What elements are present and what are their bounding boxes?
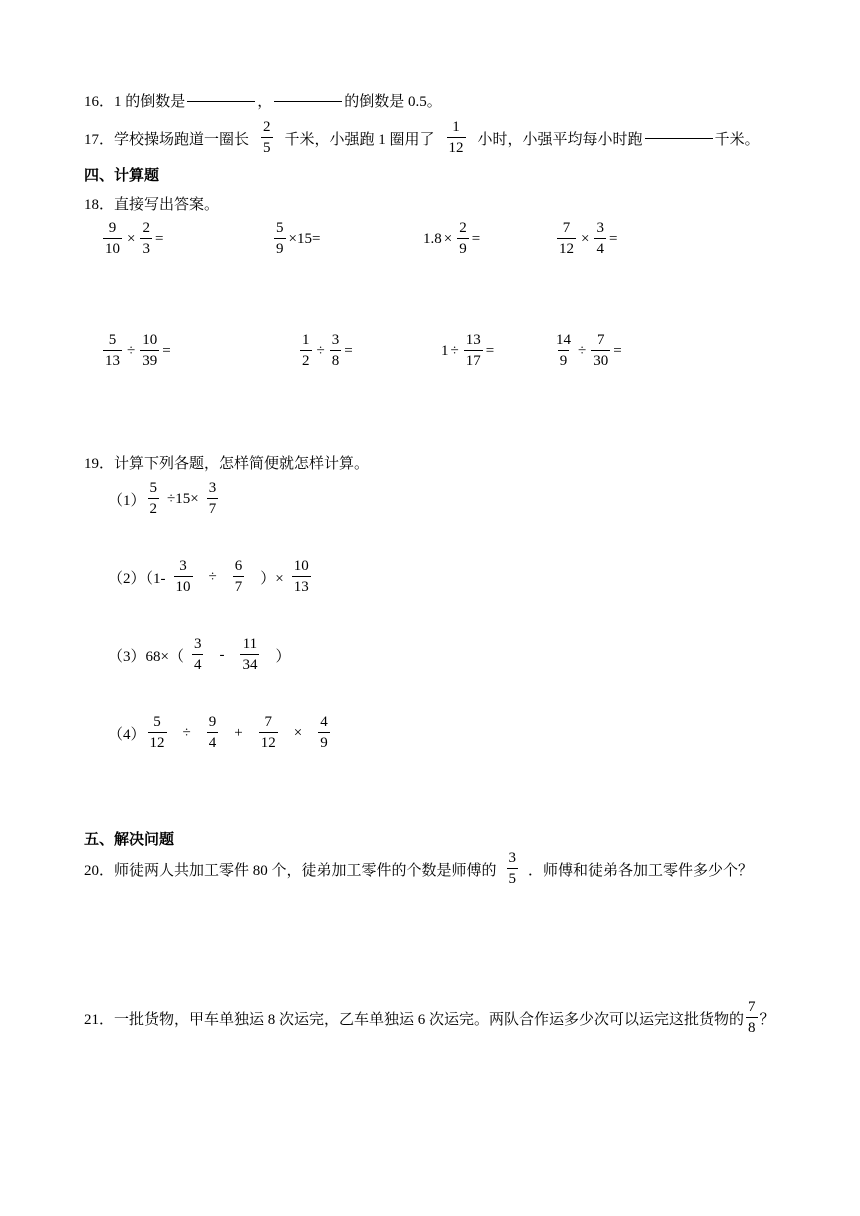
fraction-numerator: 7 (562, 220, 571, 236)
question-text: 学校操场跑道一圈长 (114, 131, 250, 148)
calc-item (108, 637, 290, 673)
question-number: 19． (84, 456, 115, 472)
fraction-denominator: 3 (140, 238, 152, 257)
expression-text: - (219, 646, 225, 663)
fraction (174, 559, 193, 595)
expression-text: × (127, 230, 136, 247)
question-text: 师徒两人共加工零件 80 个，徒弟加工零件的个数是师傅的 (114, 862, 497, 879)
fraction (274, 221, 286, 257)
calc-item (441, 333, 494, 369)
calc-item (554, 221, 617, 257)
fraction-numerator: 6 (234, 558, 243, 574)
fraction-numerator: 10 (142, 332, 158, 348)
question-text: 直接写出答案。 (114, 197, 220, 213)
question-text: 千米。 (714, 131, 760, 148)
question-19-header (84, 452, 369, 473)
fraction-numerator: 5 (276, 220, 284, 236)
expression-text: × (293, 724, 303, 741)
fraction (318, 715, 330, 751)
answer-blank[interactable] (187, 100, 255, 102)
expression-text: （1） (108, 492, 146, 509)
question-text: ．师傅和徒弟各加工零件多少个？ (528, 862, 754, 879)
fraction-numerator: 3 (508, 850, 517, 866)
fraction-denominator: 8 (330, 350, 342, 369)
fraction-numerator: 7 (596, 332, 605, 348)
fraction (192, 637, 204, 673)
question-21 (84, 1000, 775, 1036)
fraction (330, 333, 342, 369)
calc-item (297, 333, 353, 369)
fraction-denominator: 34 (240, 654, 259, 673)
calc-item (100, 333, 171, 369)
question-text: 小时，小强平均每小时跑 (477, 131, 643, 148)
fraction-denominator: 10 (174, 576, 193, 595)
fraction-denominator: 12 (259, 732, 278, 751)
fraction-denominator: 13 (292, 576, 311, 595)
expression-text: ） (275, 648, 291, 665)
question-text: ？ (759, 1011, 775, 1028)
fraction-denominator: 5 (261, 137, 273, 156)
fraction-denominator: 4 (207, 732, 219, 751)
fraction-numerator: 1 (302, 332, 310, 348)
fraction (557, 221, 576, 257)
fraction-numerator: 9 (108, 220, 117, 236)
fraction-denominator: 17 (464, 350, 483, 369)
expression-text: ÷ (316, 342, 325, 359)
calc-item (108, 481, 226, 517)
expression-text: （3）68×（ (108, 648, 184, 665)
fraction (140, 221, 152, 257)
answer-blank[interactable] (645, 137, 713, 139)
expression-text: ÷ (578, 342, 587, 359)
fraction (207, 481, 219, 517)
fraction-numerator: 1 (452, 119, 460, 135)
fraction-denominator: 4 (594, 238, 606, 257)
fraction-denominator: 4 (192, 654, 204, 673)
fraction (554, 333, 573, 369)
question-17 (84, 120, 760, 156)
fraction-numerator: 14 (556, 332, 571, 348)
answer-blank[interactable] (274, 100, 342, 102)
fraction (148, 481, 160, 517)
expression-text: ÷15× (167, 490, 199, 507)
expression-text: = (613, 342, 622, 359)
fraction-numerator: 2 (459, 220, 467, 236)
fraction-denominator: 7 (233, 576, 245, 595)
expression-text: ÷ (182, 724, 191, 741)
fraction-numerator: 2 (142, 220, 150, 236)
fraction (240, 637, 259, 673)
question-16 (84, 90, 442, 111)
fraction-denominator: 12 (447, 137, 466, 156)
question-text: 计算下列各题，怎样简便就怎样计算。 (114, 456, 370, 472)
expression-text: = (485, 342, 495, 359)
calc-item (108, 715, 338, 751)
expression-text: （4） (108, 726, 146, 743)
question-text: ， (257, 94, 273, 110)
fraction-denominator: 9 (318, 732, 330, 751)
fraction (292, 559, 311, 595)
question-number: 18． (84, 197, 115, 213)
fraction-numerator: 11 (242, 636, 258, 652)
fraction (507, 851, 519, 887)
fraction-numerator: 4 (320, 714, 328, 730)
expression-text: ÷ (208, 568, 217, 585)
fraction (457, 221, 469, 257)
fraction (746, 1000, 758, 1036)
fraction-denominator: 9 (274, 238, 286, 257)
fraction-numerator: 3 (208, 480, 217, 496)
fraction (148, 715, 167, 751)
fraction (140, 333, 159, 369)
expression-text: × (581, 230, 590, 247)
question-text: 一批货物，甲车单独运 8 次运完，乙车单独运 6 次运完。两队合作运多少次可以运完这批货物的 (114, 1011, 745, 1028)
fraction (594, 221, 606, 257)
fraction-denominator: 12 (557, 238, 576, 257)
fraction-numerator: 13 (465, 332, 481, 348)
fraction-denominator: 30 (591, 350, 610, 369)
fraction-denominator: 7 (207, 498, 219, 517)
fraction-denominator: 13 (103, 350, 122, 369)
calc-item (108, 559, 319, 595)
fraction-numerator: 3 (179, 558, 187, 574)
question-number: 16． (84, 94, 115, 110)
question-number: 20． (84, 862, 115, 879)
expression-text: 1 (441, 342, 449, 359)
calc-item (551, 333, 622, 369)
fraction-denominator: 5 (507, 868, 519, 887)
expression-text: 1.8 (423, 230, 442, 247)
expression-text: ）× (260, 570, 284, 587)
fraction-numerator: 2 (263, 119, 271, 135)
expression-text: ÷ (127, 342, 136, 359)
expression-text: = (311, 230, 321, 247)
fraction (233, 559, 245, 595)
expression-text: = (154, 230, 164, 247)
fraction-numerator: 5 (108, 332, 117, 348)
expression-text: （2）（1- (108, 570, 166, 587)
fraction-numerator: 5 (149, 480, 158, 496)
fraction (464, 333, 483, 369)
expression-text: ×15 (288, 230, 312, 247)
fraction (259, 715, 278, 751)
fraction (207, 715, 219, 751)
fraction-denominator: 9 (558, 350, 570, 369)
fraction (261, 120, 273, 156)
fraction-denominator: 2 (300, 350, 312, 369)
fraction-denominator: 9 (457, 238, 469, 257)
fraction-denominator: 10 (103, 238, 122, 257)
fraction (103, 333, 122, 369)
expression-text: = (162, 342, 171, 359)
question-number: 17． (84, 131, 115, 148)
expression-text: × (443, 230, 453, 247)
expression-text: = (471, 230, 481, 247)
fraction-numerator: 3 (596, 220, 604, 236)
expression-text: + (234, 724, 243, 741)
fraction (103, 221, 122, 257)
fraction-denominator: 2 (148, 498, 160, 517)
fraction-numerator: 9 (208, 714, 217, 730)
fraction-numerator: 3 (193, 636, 202, 652)
fraction-numerator: 10 (293, 558, 309, 574)
expression-text: = (344, 342, 353, 359)
question-text: 1 的倒数是 (114, 94, 186, 110)
section-title: 五、解决问题 (84, 830, 175, 848)
fraction-denominator: 8 (746, 1017, 758, 1036)
question-text: 千米，小强跑 1 圈用了 (284, 131, 435, 148)
section-title: 四、计算题 (84, 166, 160, 184)
fraction-numerator: 5 (153, 714, 161, 730)
fraction-denominator: 39 (140, 350, 159, 369)
question-18-header (84, 193, 219, 214)
calc-item (423, 221, 480, 257)
calc-item (100, 221, 163, 257)
fraction-denominator: 12 (148, 732, 167, 751)
fraction (591, 333, 610, 369)
expression-text: ÷ (450, 342, 459, 359)
fraction (447, 120, 466, 156)
question-number: 21． (84, 1011, 115, 1028)
expression-text: = (608, 230, 618, 247)
fraction (300, 333, 312, 369)
calc-item (271, 221, 320, 257)
question-20 (84, 851, 753, 887)
fraction-numerator: 3 (331, 332, 340, 348)
fraction-numerator: 7 (264, 714, 272, 730)
question-text: 的倒数是 0.5。 (344, 94, 442, 110)
fraction-numerator: 7 (748, 999, 756, 1015)
